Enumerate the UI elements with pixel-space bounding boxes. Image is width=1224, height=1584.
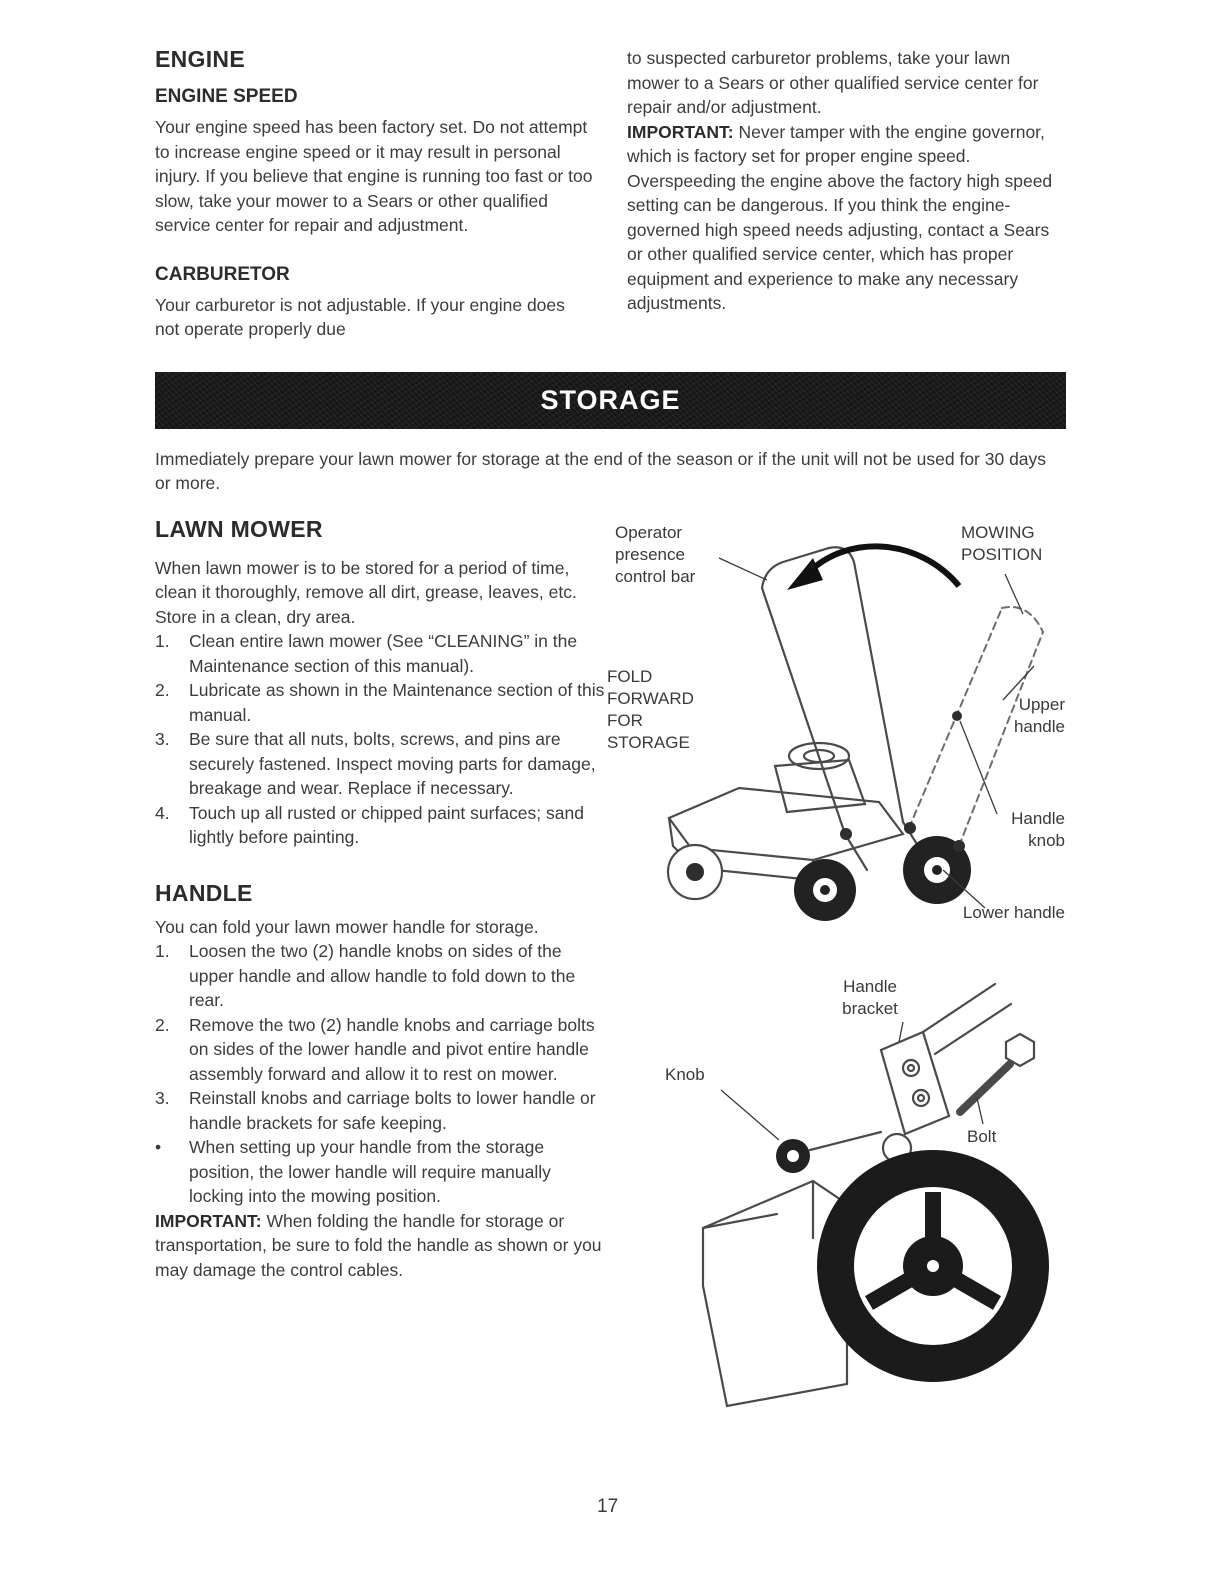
engine-section	[155, 46, 1066, 342]
important-text: Never tamper with the engine governor, which is factory set for proper engine speed. Overspeeding the engine above the factory high speed setting can be dangerous. If you think the engine-governed high speed needs adjusting, contact a Sears or other qualified service center, which has proper equipment and experience to make any necessary adjustments.	[627, 121, 1053, 313]
storage-text-column	[155, 516, 607, 1436]
item-number: 2.	[155, 680, 170, 700]
list-item	[155, 678, 607, 727]
engine-speed-body: Your engine speed has been factory set. Do not attempt to increase engine speed or it may result in personal injury. If you believe that engine is running too fast or too slow, take your mower to a Sears or other qualified service center for repair and adjustment.	[155, 117, 593, 235]
list-item	[155, 1013, 607, 1087]
handle-important-note	[155, 1209, 607, 1283]
list-item	[155, 801, 607, 850]
item-text: Reinstall knobs and carriage bolts to lower handle or handle brackets for safe keeping.	[189, 1088, 596, 1133]
storage-banner-title: STORAGE	[540, 384, 681, 415]
illustration-column	[607, 516, 1123, 1436]
label-lower-handle: Lower handle	[962, 902, 1065, 922]
lawn-mower-body: When lawn mower is to be stored for a period of time, clean it thoroughly, remove all dirt, grease, leaves, etc. Store in a clean, dry area.	[155, 557, 577, 627]
lawn-mower-heading: LAWN MOWER	[155, 515, 323, 542]
item-text: When setting up your handle from the storage position, the lower handle will require manually locking into the mowing position.	[189, 1137, 551, 1206]
item-text: Loosen the two (2) handle knobs on sides of the upper handle and allow handle to fold down to the rear.	[189, 941, 576, 1010]
important-text: When folding the handle for storage or transportation, be sure to fold the handle as shown or you may damage the control cables.	[155, 1210, 602, 1280]
bullet-marker: •	[155, 1137, 162, 1157]
handle-bracket-drawing-icon	[665, 976, 1123, 1436]
important-label: IMPORTANT:	[155, 1210, 262, 1231]
item-text: Remove the two (2) handle knobs and carriage bolts on sides of the lower handle and pivot entire handle assembly forward and allow it to rest on mower.	[189, 1014, 595, 1084]
item-text: Clean entire lawn mower (See “CLEANING” in the Maintenance section of this manual).	[189, 631, 578, 676]
label-handle-knob: Handle knob	[1011, 808, 1065, 850]
item-number: 4.	[155, 802, 170, 823]
important-label: IMPORTANT:	[627, 121, 734, 142]
carburetor-continued-body: to suspected carburetor problems, take your lawn mower to a Sears or other qualified service center for repair and/or adjustment.	[627, 48, 1039, 117]
engine-right-column	[627, 46, 1065, 342]
engine-left-column	[155, 46, 593, 342]
storage-body	[155, 516, 1066, 1436]
engine-heading: ENGINE	[155, 46, 245, 72]
engine-important-note	[627, 120, 1065, 316]
label-bolt: Bolt	[967, 1126, 997, 1146]
list-item	[155, 939, 607, 1013]
item-number: 1.	[155, 941, 170, 961]
item-number: 3.	[155, 1088, 170, 1108]
label-mowing-position: MOWING POSITION	[961, 522, 1043, 564]
handle-body: You can fold your lawn mower handle for storage.	[155, 916, 539, 937]
engine-speed-heading: ENGINE SPEED	[155, 86, 298, 107]
list-item-bullet	[155, 1135, 607, 1209]
list-item	[155, 727, 607, 801]
item-number: 3.	[155, 729, 170, 749]
carburetor-body: Your carburetor is not adjustable. If your engine does not operate properly due	[155, 294, 565, 339]
item-number: 1.	[155, 631, 170, 651]
mower-storage-illustration	[607, 516, 1065, 968]
fold-arrow-icon	[809, 546, 959, 586]
list-item	[155, 629, 607, 678]
item-text: Lubricate as shown in the Maintenance section of this manual.	[189, 680, 605, 725]
label-knob: Knob	[665, 1064, 705, 1084]
list-item	[155, 1086, 607, 1135]
handle-bracket-illustration	[665, 976, 1123, 1436]
item-number: 2.	[155, 1014, 170, 1035]
item-text: Touch up all rusted or chipped paint surfaces; sand lightly before painting.	[189, 802, 584, 847]
storage-section-banner	[155, 372, 1066, 429]
handle-heading: HANDLE	[155, 879, 253, 906]
storage-intro: Immediately prepare your lawn mower for storage at the end of the season or if the unit will not be used for 30 days or more.	[155, 448, 1047, 493]
label-fold-forward-for-storage: FOLD FORWARD FOR STORAGE	[607, 666, 694, 752]
label-handle-bracket: Handle bracket	[842, 976, 898, 1018]
carburetor-heading: CARBURETOR	[155, 263, 290, 285]
label-upper-handle: Upper handle	[1013, 694, 1065, 736]
item-text: Be sure that all nuts, bolts, screws, and pins are securely fastened. Inspect moving parts for damage, breakage and wear. Replace if necessary.	[189, 729, 596, 798]
label-operator-presence-control-bar: Operator presence control bar	[615, 522, 696, 586]
page-number: 17	[597, 1496, 619, 1517]
